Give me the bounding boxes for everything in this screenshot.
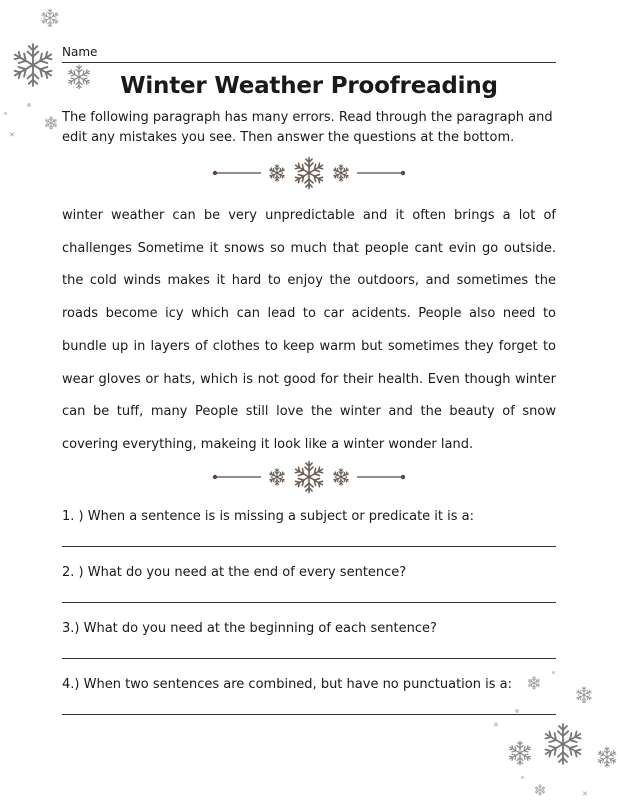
snowflake-icon — [10, 42, 56, 88]
answer-line-1[interactable] — [62, 546, 556, 547]
snow-sparkle: ✕ — [9, 131, 15, 139]
snowflake-icon — [44, 116, 58, 130]
answer-line-3[interactable] — [62, 658, 556, 659]
question-3: 3.) What do you need at the beginning of each sentence? — [62, 621, 437, 636]
snowflake-icon — [269, 165, 285, 181]
answer-line-2[interactable] — [62, 602, 556, 603]
question-4: 4.) When two sentences are combined, but have no punctuation is a: — [62, 677, 512, 692]
snow-sparkle: ✕ — [493, 721, 499, 729]
snowflake-icon — [294, 158, 325, 189]
snowflake-icon — [333, 469, 349, 485]
snowflake-icon — [333, 165, 349, 181]
snowflake-icon — [575, 686, 593, 704]
snowflake-icon — [269, 469, 285, 485]
snow-dot — [552, 671, 555, 674]
question-1: 1. ) When a sentence is is missing a subject or predicate it is a: — [62, 509, 475, 524]
snow-dot — [4, 112, 7, 115]
name-field[interactable] — [62, 44, 556, 63]
snow-sparkle: ✕ — [582, 790, 588, 798]
snowflake-icon — [541, 722, 585, 766]
page-title: Winter Weather Proofreading — [120, 73, 498, 99]
proofreading-paragraph: winter weather can be very unpredictable and it often brings a lot of challenges Sometime it snows so much that people cant evin go outside. the cold winds makes it hard to enjoy the outdoors, and sometimes the roads become icy which can lead to car acidents. People also need to bundle up in layers of clothes to keep warm but sometimes they forget to wear gloves or hats, which is not good for their health. Even though winter can be tuff, many People still love the winter and the beauty of snow covering everything, makeing it look like a winter wonder land. — [62, 208, 556, 452]
snow-dot — [515, 709, 519, 713]
ornament-divider — [209, 156, 409, 190]
ornament-divider — [209, 460, 409, 494]
instructions: The following paragraph has many errors. Read through the paragraph and edit any mistakes you see. Then answer the questions at the bottom. — [62, 110, 553, 145]
snow-dot — [521, 776, 524, 779]
snowflake-icon — [596, 746, 618, 768]
snowflake-icon — [534, 784, 546, 796]
answer-line-4[interactable] — [62, 714, 556, 715]
snowflake-icon — [507, 740, 533, 766]
snowflake-icon — [294, 462, 325, 493]
name-label: Name — [62, 45, 98, 59]
snow-dot — [27, 103, 31, 107]
snowflake-icon — [40, 8, 60, 28]
question-2: 2. ) What do you need at the end of every sentence? — [62, 565, 407, 580]
